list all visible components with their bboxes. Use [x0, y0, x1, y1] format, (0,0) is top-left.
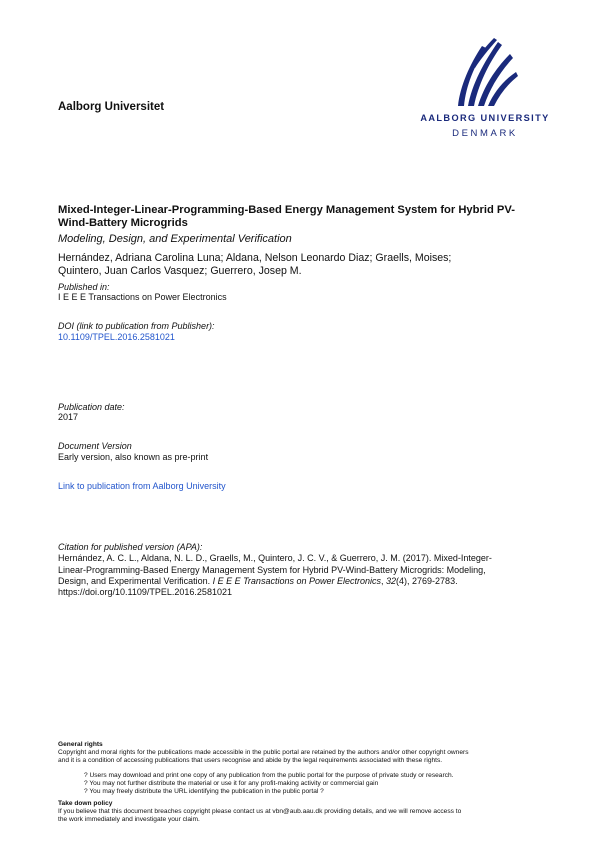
takedown-heading: Take down policy — [58, 800, 113, 807]
citation-volume: 32 — [386, 575, 397, 586]
general-rights-section — [58, 741, 558, 766]
doi-link[interactable]: 10.1109/TPEL.2016.2581021 — [58, 332, 175, 342]
citation-doi: https://doi.org/10.1109/TPEL.2016.2581021 — [58, 587, 232, 598]
citation-text: Design, and Experimental Verification. — [58, 575, 213, 586]
rights-bullet-3: ? You may freely distribute the URL identifying the publication in the public portal ? — [84, 788, 324, 796]
takedown-line-2: the work immediately and investigate your claim. — [58, 816, 200, 824]
publication-subtitle: Modeling, Design, and Experimental Verification — [58, 233, 292, 245]
takedown-line-1: If you believe that this document breaches copyright please contact us at vbn@aub.aau.dk providing details, and we will remove access to — [58, 808, 462, 816]
doi-label: DOI (link to publication from Publisher): — [58, 321, 215, 331]
citation-pages: (4), 2769-2783. — [396, 575, 458, 586]
authors-line-2: Quintero, Juan Carlos Vasquez; Guerrero, Josep M. — [58, 265, 302, 277]
title-line-1: Mixed-Integer-Linear-Programming-Based Energy Management System for Hybrid PV- — [58, 204, 515, 216]
published-in-label: Published in: — [58, 282, 110, 292]
aau-logo — [405, 36, 565, 146]
publication-date-label: Publication date: — [58, 402, 125, 412]
citation-separator: , — [381, 575, 387, 586]
authors-line-1: Hernández, Adriana Carolina Luna; Aldana, Nelson Leonardo Diaz; Graells, Moises; — [58, 252, 452, 264]
citation-journal: I E E E Transactions on Power Electronics — [212, 575, 381, 586]
publication-date-value: 2017 — [58, 412, 79, 422]
citation-line-2: Linear-Programming-Based Energy Management System for Hybrid PV-Wind-Battery Microgrids: Modeling, — [58, 564, 486, 575]
publication-title — [58, 204, 548, 229]
general-rights-heading: General rights — [58, 741, 103, 748]
logo-country: DENMARK — [452, 128, 518, 139]
university-name: Aalborg Universitet — [58, 101, 165, 113]
title-line-2: Wind-Battery Microgrids — [58, 216, 188, 229]
document-version-value: Early version, also known as pre-print — [58, 452, 209, 462]
takedown-section — [58, 800, 558, 825]
citation-line-3 — [58, 576, 553, 587]
published-in-value: I E E E Transactions on Power Electronics — [58, 292, 227, 302]
aau-publication-link[interactable]: Link to publication from Aalborg University — [58, 481, 226, 491]
rights-bullets — [84, 772, 554, 797]
rights-bullet-2: ? You may not further distribute the material or use it for any profit-making activity or commercial gain — [84, 780, 379, 788]
author-list — [58, 252, 538, 278]
citation-block — [58, 542, 553, 598]
rights-para-line-1: Copyright and moral rights for the publications made accessible in the public portal are retained by the authors and/or other copyright owners — [58, 749, 469, 757]
logo-wordmark: AALBORG UNIVERSITY — [420, 113, 550, 123]
aau-logo-icon — [450, 36, 520, 108]
citation-label: Citation for published version (APA): — [58, 542, 203, 552]
rights-para-line-2: and it is a condition of accessing publications that users recognise and abide by the legal requirements associated with these rights. — [58, 757, 443, 765]
citation-line-1: Hernández, A. C. L., Aldana, N. L. D., Graells, M., Quintero, J. C. V., & Guerrero, J. M. (2017). Mixed-Integer- — [58, 553, 492, 564]
rights-bullet-1: ? Users may download and print one copy of any publication from the public portal for the purpose of private study or research. — [84, 772, 454, 779]
document-version-label: Document Version — [58, 441, 132, 451]
